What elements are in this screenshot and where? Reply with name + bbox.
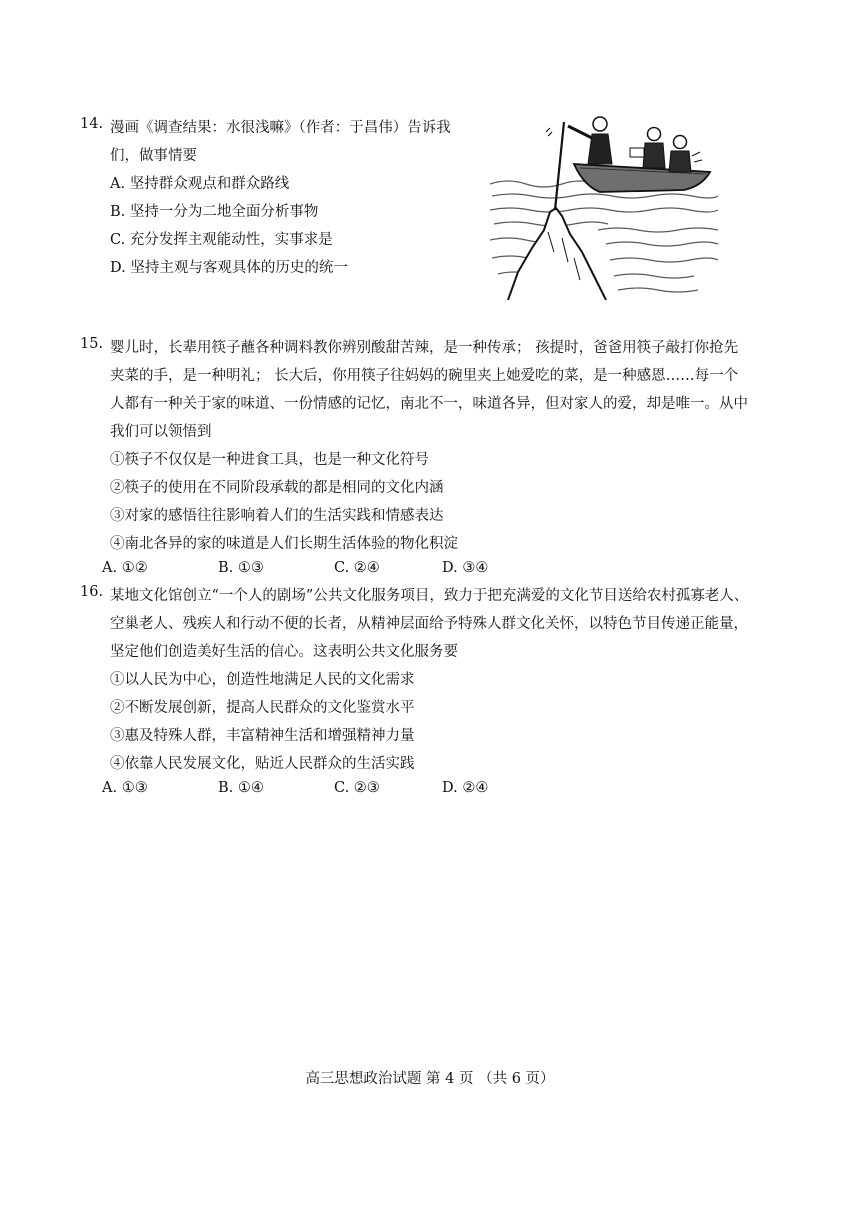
answer-choices <box>102 560 702 584</box>
question-14 <box>80 116 480 296</box>
question-number: 15. <box>80 336 104 352</box>
cartoon-illustration <box>488 112 720 300</box>
statement-3: ③惠及特殊人群，丰富精神生活和增强精神力量 <box>110 728 415 744</box>
choice-b: B. ①④ <box>218 780 264 796</box>
question-stem: 婴儿时，长辈用筷子蘸各种调料教你辨别酸甜苦辣，是一种传承； 孩提时，爸爸用筷子敲打你抢先 <box>110 340 739 356</box>
question-stem: 们，做事情要 <box>110 148 197 164</box>
statement-4: ④依靠人民发展文化，贴近人民群众的生活实践 <box>110 756 415 772</box>
statement-1: ①筷子不仅仅是一种进食工具，也是一种文化符号 <box>110 452 429 468</box>
question-stem: 坚定他们创造美好生活的信心。这表明公共文化服务要 <box>110 644 458 660</box>
statement-4: ④南北各异的家的味道是人们长期生活体验的物化积淀 <box>110 536 458 552</box>
statement-2: ②不断发展创新，提高人民群众的文化鉴赏水平 <box>110 700 415 716</box>
question-stem: 某地文化馆创立“一个人的剧场”公共文化服务项目，致力于把充满爱的文化节目送给农村孤寡老人、 <box>110 588 749 604</box>
choice-a: A. ①② <box>102 560 148 576</box>
option-c: C. 充分发挥主观能动性，实事求是 <box>110 232 333 248</box>
choice-d: D. ③④ <box>442 560 489 576</box>
statement-3: ③对家的感悟往往影响着人们的生活实践和情感表达 <box>110 508 444 524</box>
choice-b: B. ①③ <box>218 560 264 576</box>
question-stem: 我们可以领悟到 <box>110 424 212 440</box>
question-16 <box>80 584 800 804</box>
question-stem: 空巢老人、残疾人和行动不便的长者，从精神层面给予特殊人群文化关怀，以特色节目传递正能量， <box>110 616 748 632</box>
question-stem: 漫画《调查结果：水很浅嘛》（作者：于昌伟）告诉我 <box>110 120 451 136</box>
choice-c: C. ②③ <box>334 780 380 796</box>
answer-choices <box>102 780 702 804</box>
question-stem: 人都有一种关于家的味道、一份情感的记忆，南北不一，味道各异，但对家人的爱，却是唯一。从中 <box>110 396 748 412</box>
question-number: 16. <box>80 584 104 600</box>
option-b: B. 坚持一分为二地全面分析事物 <box>110 204 319 220</box>
choice-c: C. ②④ <box>334 560 380 576</box>
statement-2: ②筷子的使用在不同阶段承载的都是相同的文化内涵 <box>110 480 444 496</box>
question-number: 14. <box>80 116 104 132</box>
statement-1: ①以人民为中心，创造性地满足人民的文化需求 <box>110 672 415 688</box>
choice-a: A. ①③ <box>102 780 148 796</box>
question-15 <box>80 336 800 606</box>
page-footer: 高三思想政治试题 第 4 页 （共 6 页） <box>305 1071 555 1087</box>
question-stem: 夹菜的手，是一种明礼； 长大后，你用筷子往妈妈的碗里夹上她爱吃的菜，是一种感恩……每一个 <box>110 368 739 384</box>
option-d: D. 坚持主观与客观具体的历史的统一 <box>110 260 348 276</box>
option-a: A. 坚持群众观点和群众路线 <box>110 176 290 192</box>
choice-d: D. ②④ <box>442 780 489 796</box>
